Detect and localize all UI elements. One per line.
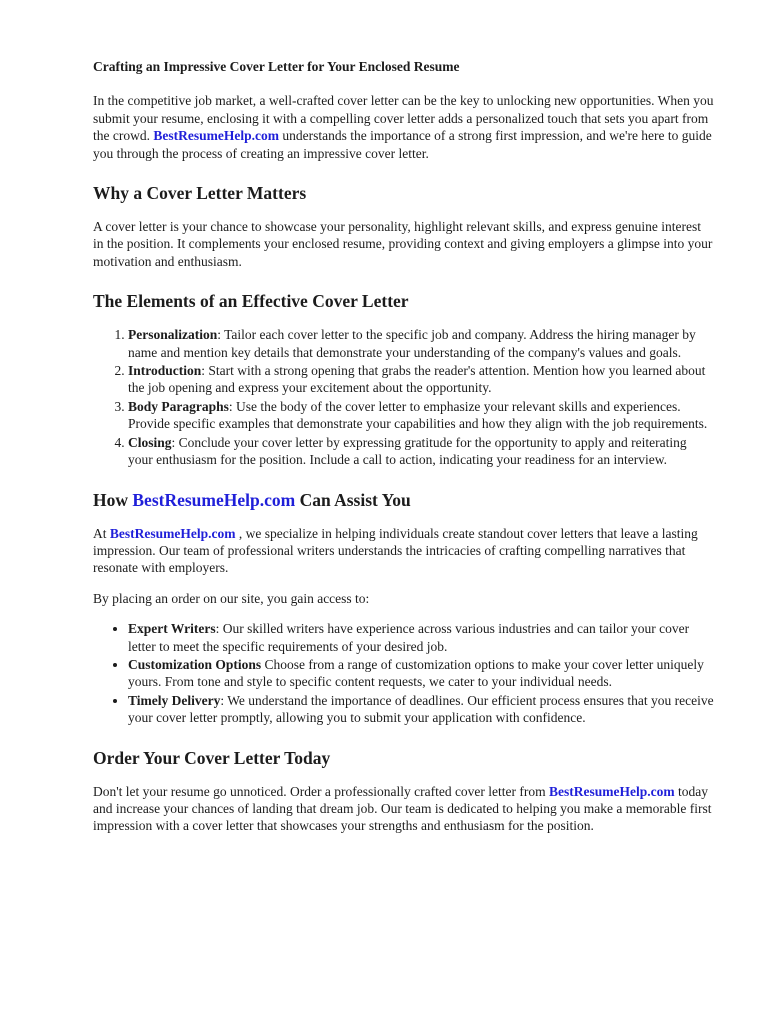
- access-paragraph: By placing an order on our site, you gain access to:: [93, 590, 370, 606]
- heading-text-before: How: [93, 489, 133, 510]
- assist-text-before: At: [93, 525, 110, 541]
- heading-how-can-assist: [93, 490, 714, 511]
- list-item-text: : Use the body of the cover letter to emphasize your relevant skills and experiences. Provide specific examples that demonstrate your capabilities and how they align with the job requirements.: [128, 398, 708, 432]
- elements-list: [93, 326, 714, 468]
- benefits-list: [93, 620, 714, 726]
- list-item-term: Closing: [128, 434, 172, 450]
- list-item-text: : Start with a strong opening that grabs the reader's attention. Mention how you learned about the job opening and express your excitement about the opportunity.: [128, 363, 706, 396]
- list-item-timely-delivery: [128, 692, 714, 727]
- heading-order-today: Order Your Cover Letter Today: [93, 747, 331, 768]
- assist-paragraph: [93, 525, 714, 577]
- list-item-closing: [128, 434, 714, 469]
- bestresumehelp-link[interactable]: BestResumeHelp.com: [153, 128, 279, 144]
- list-item-text: : Tailor each cover letter to the specific job and company. Address the hiring manager by name and mention key details that demonstrate your understanding of the company's values and goals.: [128, 327, 696, 360]
- intro-text-before: In the competitive job market, a well-crafted cover letter can be the key to unlocking new opportunities. When you submit your resume, enclosing it with a compelling cover letter adds a personalized touch that sets you apart from the crowd.: [93, 93, 714, 144]
- intro-paragraph: [93, 92, 714, 162]
- why-paragraph: A cover letter is your chance to showcase your personality, highlight relevant skills, and express genuine interest in the position. It complements your enclosed resume, providing context and giving employers a glimpse into your motivation and enthusiasm.: [93, 219, 713, 269]
- document-title: Crafting an Impressive Cover Letter for Your Enclosed Resume: [93, 59, 460, 74]
- list-item-term: Personalization: [128, 327, 218, 343]
- list-item-term: Timely Delivery: [128, 692, 221, 708]
- list-item-term: Expert Writers: [128, 621, 216, 637]
- assist-text-after: , we specialize in helping individuals create standout cover letters that leave a lasting impression. Our team of professional writers understands the intricacies of crafting compelling narratives that resonate with employers.: [93, 525, 698, 576]
- list-item-text: Choose from a range of customization options to make your cover letter uniquely yours. From tone and style to specific content requests, we cater to your individual needs.: [128, 656, 704, 690]
- list-item-introduction: [128, 362, 714, 397]
- heading-elements-effective-cover-letter: The Elements of an Effective Cover Letter: [93, 291, 409, 312]
- bestresumehelp-link[interactable]: BestResumeHelp.com: [109, 525, 236, 541]
- list-item-text: : Conclude your cover letter by expressing gratitude for the opportunity to apply and reiterating your enthusiasm for the position. Include a call to action, indicating your readiness for an interview.: [128, 434, 687, 468]
- list-item-term: Body Paragraphs: [128, 398, 229, 414]
- list-item-expert-writers: [128, 620, 714, 655]
- list-item-personalization: [128, 326, 714, 361]
- list-item-body-paragraphs: [128, 398, 714, 433]
- list-item-term: Customization Options: [128, 656, 262, 672]
- bestresumehelp-link[interactable]: BestResumeHelp.com: [549, 783, 675, 799]
- order-text-before: Don't let your resume go unnoticed. Order a professionally crafted cover letter from: [93, 783, 550, 799]
- list-item-customization-options: [128, 656, 714, 691]
- intro-text-after: understands the importance of a strong first impression, and we're here to guide you through the process of creating an impressive cover letter.: [93, 128, 712, 161]
- list-item-text: : We understand the importance of deadlines. Our efficient process ensures that you receive your cover letter promptly, allowing you to submit your application with confidence.: [128, 692, 714, 726]
- heading-why-cover-letter-matters: Why a Cover Letter Matters: [93, 183, 307, 204]
- bestresumehelp-link[interactable]: BestResumeHelp.com: [132, 489, 296, 510]
- order-paragraph: [93, 783, 714, 835]
- list-item-term: Introduction: [128, 363, 202, 379]
- order-text-after: today and increase your chances of landing that dream job. Our team is dedicated to helping you make a memorable first impression with a cover letter that showcases your strengths and enthusiasm for the position.: [93, 783, 712, 834]
- heading-text-after: Can Assist You: [295, 489, 411, 510]
- list-item-text: : Our skilled writers have experience across various industries and can tailor your cover letter to meet the specific requirements of your desired job.: [128, 621, 690, 654]
